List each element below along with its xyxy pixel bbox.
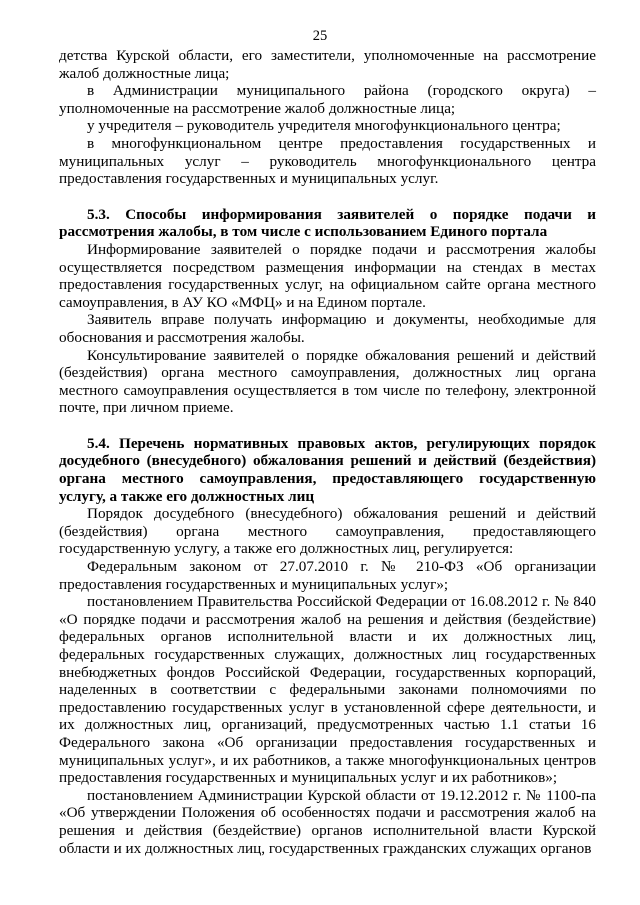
- paragraph-kursk-decree: постановлением Администрации Курской области от 19.12.2012 г. № 1100-па «Об утверждении Положения об особенностях подачи и рассмотрения жалоб на решения и действия (бездействие) органов исполнительной власти Курской области и их должностных лиц, государственных гражданских служащих органов: [59, 786, 596, 857]
- paragraph-informing: Информирование заявителей о порядке подачи и рассмотрения жалобы осуществляется посредством размещения информации на стендах в местах предоставления государственных услуг, на официальном сайте органа местного самоуправления, в АУ КО «МФЦ» и на Едином портале.: [59, 240, 596, 311]
- paragraph-appeal-procedure: Порядок досудебного (внесудебного) обжалования решений и действий (бездействия) органа местного самоуправления, предоставляющего государственную услугу, а также его должностных лиц, регулируется:: [59, 505, 596, 558]
- section-gap: [59, 417, 596, 435]
- paragraph-continuation: детства Курской области, его заместители, уполномоченные на рассмотрение жалоб должностные лица;: [59, 47, 596, 82]
- paragraph-mfc: в многофункциональном центре предоставления государственных и муниципальных услуг – руководитель многофункционального центра предоставления государственных и муниципальных услуг.: [59, 134, 596, 188]
- paragraph-municipal-administration: в Администрации муниципального района (городского округа) – уполномоченные на рассмотрение жалоб должностные лица;: [59, 82, 596, 117]
- paragraph-consulting: Консультирование заявителей о порядке обжалования решений и действий (бездействия) органа местного самоуправления, должностных лиц органа местного самоуправления осуществляется в том числе по телефону, электронной почте, при личном приеме.: [59, 346, 596, 417]
- paragraph-government-decree: постановлением Правительства Российской Федерации от 16.08.2012 г. № 840 «О порядке подачи и рассмотрения жалоб на решения и действия (бездействие) федеральных органов исполнительной власти и их должностных лиц, федеральных государственных служащих, должностных лиц государственных внебюджетных фондов Российской Федерации, государственных корпораций, наделенных в соответствии с федеральными законами полномочиями по предоставлению государственных услуг в установленной сфере деятельности, и их должностных лиц, организаций, предусмотренных частью 1.1 статьи 16 Федерального закона «Об организации предоставления государственных и муниципальных услуг», и их работников, а также многофункциональных центров предоставления государственных и муниципальных услуг и их работников»;: [59, 593, 596, 787]
- document-body: [59, 47, 596, 857]
- paragraph-federal-law: Федеральным законом от 27.07.2010 г. № 210-ФЗ «Об организации предоставления государственных и муниципальных услуг»;: [59, 558, 596, 593]
- page-number: 25: [312, 28, 328, 44]
- section-heading-5-3: 5.3. Способы информирования заявителей о порядке подачи и рассмотрения жалобы, в том числе с использованием Единого портала: [59, 205, 596, 241]
- section-gap: [59, 188, 596, 206]
- section-heading-5-4: 5.4. Перечень нормативных правовых актов, регулирующих порядок досудебного (внесудебного) обжалования решений и действий (бездействия) органа местного самоуправления, предоставляющего государственную услугу, а также его должностных лиц: [59, 434, 596, 505]
- paragraph-applicant-rights: Заявитель вправе получать информацию и документы, необходимые для обоснования и рассмотрения жалобы.: [59, 311, 596, 346]
- paragraph-founder: у учредителя – руководитель учредителя многофункционального центра;: [87, 117, 561, 135]
